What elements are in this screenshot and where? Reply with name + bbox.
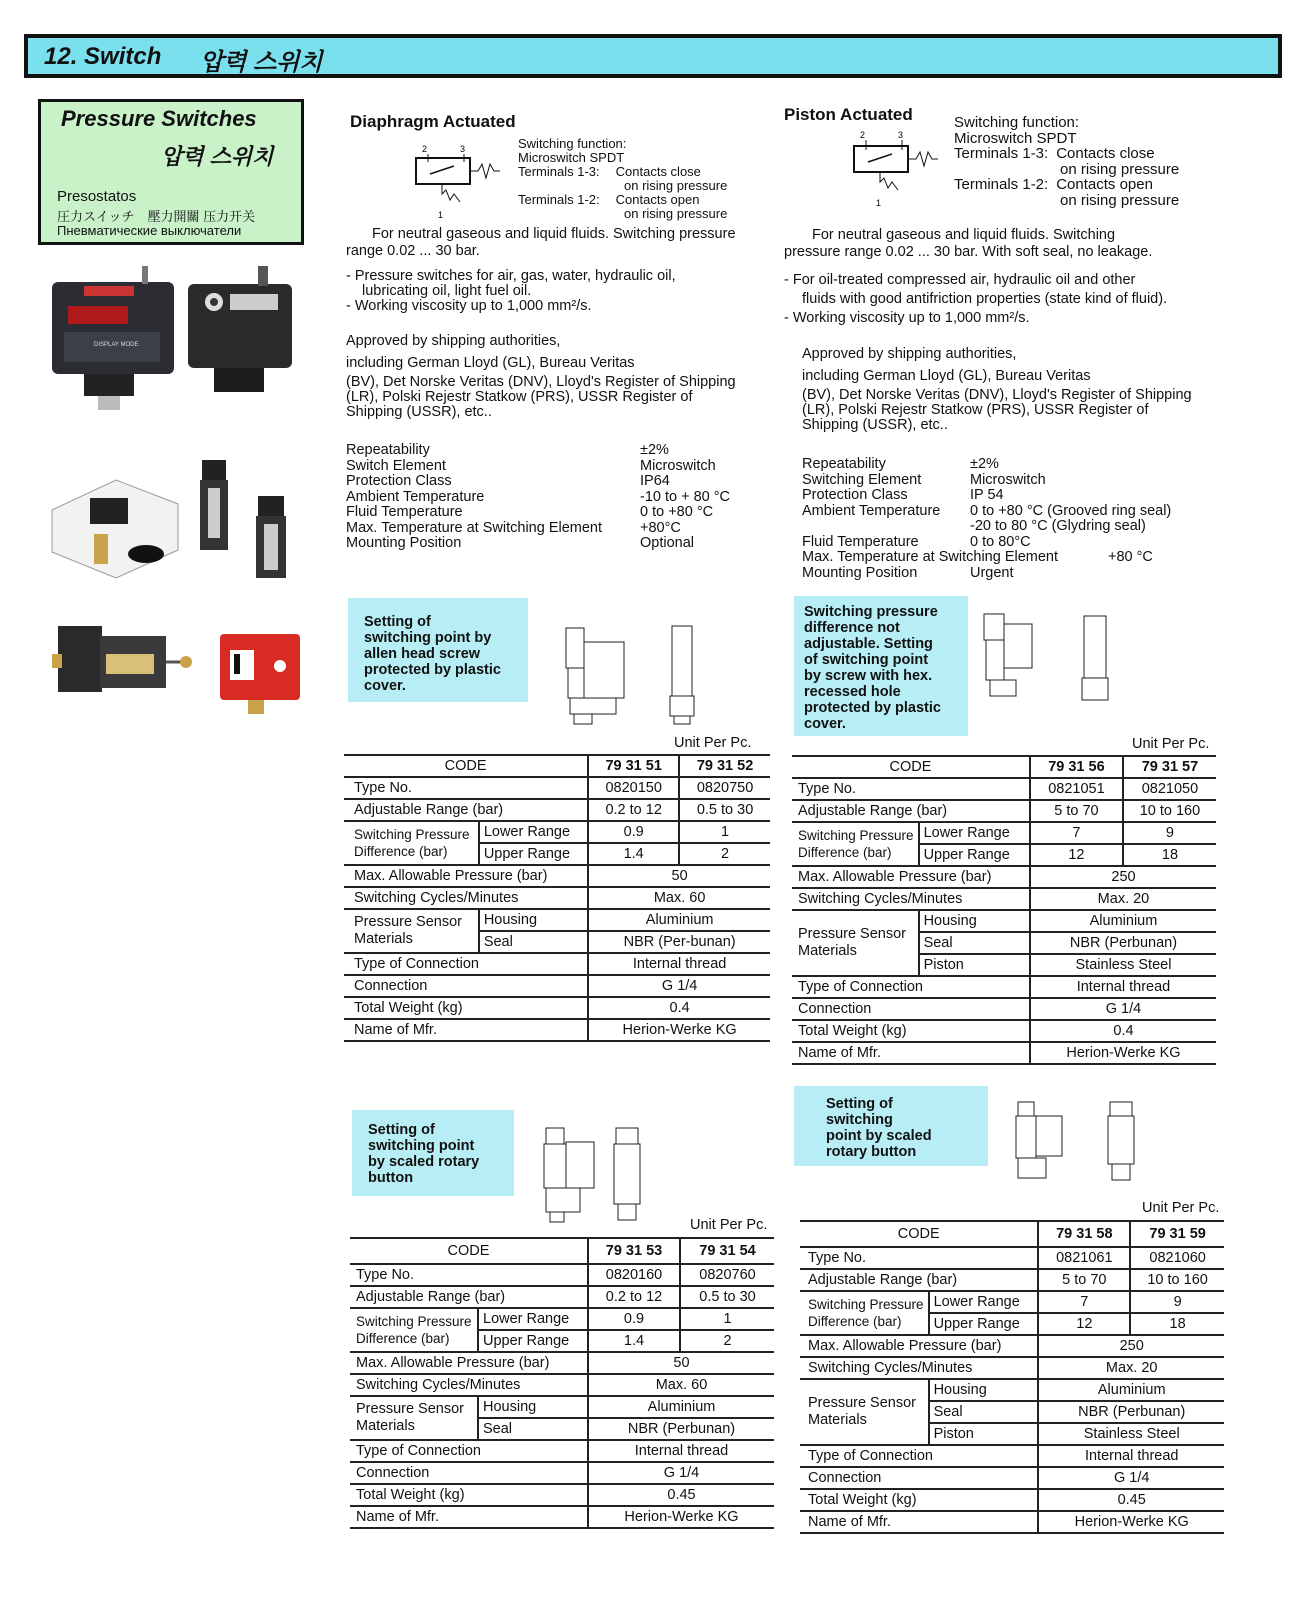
switch-side-drawing (1104, 1098, 1140, 1184)
piston-description: For neutral gaseous and liquid fluids. Switching pressure range 0.02 ... 30 bar. With soft seal, no leakage. - For oil-treated compressed air, hydraulic oil and other fluids with good antifriction properties (state kind of fluid). - Working viscosity up to 1,000 mm²/s. (784, 227, 1168, 326)
piston-pressure-switches-image (196, 456, 320, 584)
svg-text:2: 2 (422, 144, 428, 154)
unit-label: Unit Per Pc. (1132, 736, 1210, 752)
category-name-spanish: Presostatos (57, 188, 137, 205)
spec-table-diaphragm-allen: CODE 79 31 51 79 31 52 Type No. 0820150 0820750 Adjustable Range (bar) 0.2 to 12 0.5 to 30 Switching Pressure Difference (bar) Lower Range 0.9 1 Upper Range 1.4 2 Max. Allowable Pressure (bar) 50 Switching Cycles/Minutes Max. 60 Pressure Sensor Materials Housing Aluminium Seal NBR (Per-bunan) Type of Connection Internal thread Connection G 1/4 Total Weight (kg) 0.4 Name of Mfr. Herion-Werke KG (344, 754, 770, 1042)
svg-text:3: 3 (460, 144, 466, 154)
digital-pressure-switch-image (44, 262, 184, 422)
diaphragm-spec-values: ±2% Microswitch IP64 -10 to + 80 °C 0 to +80 °C +80°C Optional (640, 442, 731, 551)
svg-text:3: 3 (898, 130, 904, 140)
piston-title: Piston Actuated (784, 105, 913, 124)
switch-side-drawing (664, 620, 704, 728)
diaphragm-spec-labels: Repeatability Switch Element Protection Class Ambient Temperature Fluid Temperature Max. Temperature at Switching Element Mounting Position (346, 442, 603, 551)
diaphragm-approvals: Approved by shipping authorities, including German Lloyd (GL), Bureau Veritas (BV), Det Norske Veritas (DNV), Lloyd's Register of Shipping (LR), Polski Rejestr Statkow (PRS), USSR Register of Shipping (USSR), etc.. (346, 333, 736, 420)
category-name-asian: 圧力スイッチ 壓力開關 压力开关 (57, 209, 256, 224)
spec-table-piston-hex: CODE 79 31 56 79 31 57 Type No. 0821051 0821050 Adjustable Range (bar) 5 to 70 10 to 160 Switching Pressure Difference (bar) Lower Range 7 9 Upper Range 12 18 Max. Allowable Pressure (bar) 250 Switching Cycles/Minutes Max. 20 Pressure Sensor Materials Housing Aluminium Seal NBR (Perbunan) Piston Stainless Steel Type of Connection Internal thread Connection G 1/4 Total Weight (kg) 0.4 Name of Mfr. Herion-Werke KG (792, 755, 1216, 1065)
piston-switching-function: Switching function: Microswitch SPDT Terminals 1-3: Contacts close on rising pressure Terminals 1-2: Contacts open on rising pressure (954, 114, 1180, 209)
piston-approvals: Approved by shipping authorities, including German Lloyd (GL), Bureau Veritas (BV), Det Norske Veritas (DNV), Lloyd's Register of Shipping (LR), Polski Rejestr Statkow (PRS), USSR Register of Shipping (USSR), etc.. (802, 346, 1192, 433)
unit-label: Unit Per Pc. (674, 735, 752, 751)
svg-text:1: 1 (438, 210, 444, 220)
solenoid-pressure-switch-image (44, 606, 200, 702)
svg-text:1: 1 (876, 198, 882, 208)
diaphragm-switching-function: Switching function: Microswitch SPDT Terminals 1-3: Contacts close on rising pressure Terminals 1-2: Contacts open on rising pressure (518, 136, 728, 221)
red-pressure-switch-image (216, 628, 304, 720)
switch-front-drawing (560, 620, 640, 728)
svg-text:2: 2 (860, 130, 866, 140)
piston-rotary-callout: Setting of switching point by scaled rotary button (794, 1086, 988, 1166)
unit-label: Unit Per Pc. (690, 1217, 768, 1233)
spec-table-piston-rotary: CODE 79 31 58 79 31 59 Type No. 0821061 0821060 Adjustable Range (bar) 5 to 70 10 to 160 Switching Pressure Difference (bar) Lower Range 7 9 Upper Range 12 18 Max. Allowable Pressure (bar) 250 Switching Cycles/Minutes Max. 20 Pressure Sensor Materials Housing Aluminium Seal NBR (Perbunan) Piston Stainless Steel Type of Connection Internal thread Connection G 1/4 Total Weight (kg) 0.45 Name of Mfr. Herion-Werke KG (800, 1220, 1224, 1534)
switching-diagram-icon (408, 138, 512, 222)
switch-front-drawing (1012, 1098, 1068, 1184)
diaphragm-description: For neutral gaseous and liquid fluids. Switching pressure range 0.02 ... 30 bar. - Pressure switches for air, gas, water, hydraulic oil, lubricating oil, light fuel oil. - Working viscosity up to 1,000 mm²/s. (346, 226, 736, 314)
switch-side-drawing (1078, 612, 1114, 708)
panel-label: DISPLAY MODE (94, 342, 139, 348)
category-title-korean: 압력 스위치 (161, 144, 274, 169)
section-title-korean: 압력 스위치 (200, 49, 323, 76)
compact-pressure-switch-image (46, 470, 186, 582)
piston-spec-values: ±2% Microswitch IP 54 0 to +80 °C (Grooved ring seal) -20 to 80 °C (Glydring seal) 0 to 80°C +80 °C Urgent (970, 456, 1172, 581)
category-name-russian: Пневматические выключатели (57, 223, 242, 238)
diaphragm-rotary-callout: Setting of switching point by scaled rotary button (352, 1110, 514, 1196)
switch-front-drawing (540, 1124, 600, 1226)
unit-label: Unit Per Pc. (1142, 1200, 1220, 1216)
spec-table-diaphragm-rotary: CODE 79 31 53 79 31 54 Type No. 0820160 0820760 Adjustable Range (bar) 0.2 to 12 0.5 to 30 Switching Pressure Difference (bar) Lower Range 0.9 1 Upper Range 1.4 2 Max. Allowable Pressure (bar) 50 Switching Cycles/Minutes Max. 60 Pressure Sensor Materials Housing Aluminium Seal NBR (Perbunan) Type of Connection Internal thread Connection G 1/4 Total Weight (kg) 0.45 Name of Mfr. Herion-Werke KG (350, 1237, 774, 1529)
section-title: 12. Switch (44, 43, 162, 70)
piston-spec-labels: Repeatability Switching Element Protection Class Ambient Temperature Fluid Temperature Max. Temperature at Switching Element Mounting Position (802, 456, 1059, 581)
piston-setting-callout: Switching pressure difference not adjustable. Setting of switching point by screw with hex. recessed hole protected by plastic cover. (794, 596, 968, 736)
switching-diagram-icon (846, 126, 950, 210)
diaphragm-setting-callout: Setting of switching point by allen head screw protected by plastic cover. (348, 598, 528, 702)
switch-side-drawing (610, 1124, 646, 1226)
diaphragm-title: Diaphragm Actuated (350, 112, 516, 131)
category-box (38, 99, 304, 245)
switch-front-drawing (980, 610, 1040, 706)
section-header (24, 34, 1282, 78)
pressure-switch-box-image (184, 262, 300, 412)
category-title: Pressure Switches (61, 106, 257, 131)
